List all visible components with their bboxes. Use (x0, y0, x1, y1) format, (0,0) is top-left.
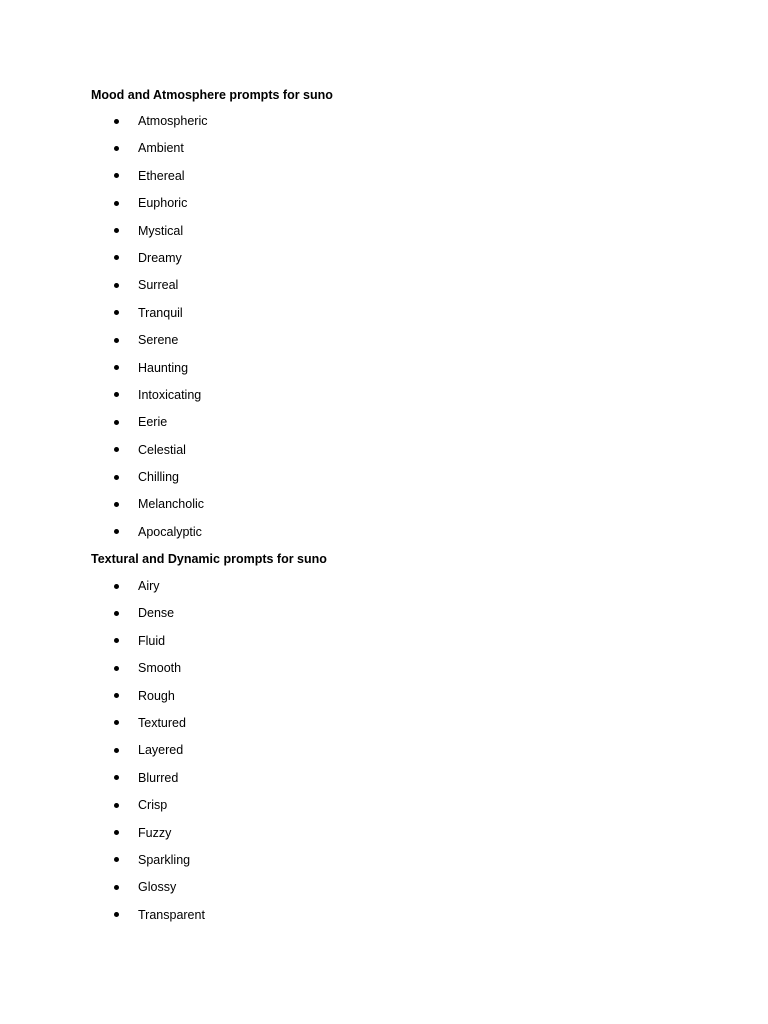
bullet-icon (114, 146, 119, 151)
list-item-text: Mystical (138, 223, 184, 238)
list-item-text: Crisp (138, 798, 168, 813)
list-item-text: Serene (138, 333, 179, 348)
list-item-text: Eerie (138, 415, 168, 430)
bullet-icon (114, 693, 119, 698)
bullet-icon (114, 748, 119, 753)
bullet-icon (114, 912, 119, 917)
list-item-text: Atmospheric (138, 114, 208, 128)
bullet-icon (114, 201, 119, 206)
list-item-text: Sparkling (138, 852, 191, 867)
bullet-icon (114, 830, 119, 835)
list-item-text: Ambient (138, 141, 184, 156)
bullet-icon (114, 420, 119, 425)
list-item-text: Chilling (138, 470, 179, 485)
bullet-icon (114, 173, 119, 178)
list-item-text: Haunting (138, 360, 189, 375)
list-item-text: Dreamy (138, 250, 182, 265)
list-item-text: Fluid (138, 633, 166, 648)
section-heading-mood-atmosphere: Mood and Atmosphere prompts for suno (91, 88, 333, 102)
bullet-icon (114, 584, 119, 589)
bullet-icon (114, 885, 119, 890)
list-item-text: Textured (138, 715, 186, 730)
bullet-icon (114, 447, 119, 452)
list-item-text: Dense (138, 606, 175, 621)
list-item-text: Celestial (138, 442, 186, 457)
bullet-icon (114, 803, 119, 808)
list-item-text: Surreal (138, 278, 179, 293)
bullet-icon (114, 119, 119, 124)
bullet-icon (114, 502, 119, 507)
bullet-icon (114, 365, 119, 370)
bullet-icon (114, 638, 119, 643)
bullet-icon (114, 255, 119, 260)
section-heading-textural-dynamic: Textural and Dynamic prompts for suno (91, 552, 327, 566)
list-item-text: Apocalyptic (138, 524, 202, 539)
list-item-text: Smooth (138, 661, 182, 676)
bullet-icon (114, 857, 119, 862)
list-item-text: Tranquil (138, 305, 183, 320)
bullet-icon (114, 392, 119, 397)
bullet-icon (114, 529, 119, 534)
list-item-text: Rough (138, 688, 175, 703)
list-item-text: Ethereal (138, 168, 185, 183)
list-item-text: Fuzzy (138, 825, 172, 840)
list-item-text: Transparent (138, 907, 205, 922)
bullet-icon (114, 611, 119, 616)
bullet-icon (114, 775, 119, 780)
bullet-icon (114, 720, 119, 725)
list-item-text: Euphoric (138, 196, 188, 211)
bullet-icon (114, 666, 119, 671)
list-item-text: Airy (138, 579, 160, 593)
bullet-icon (114, 338, 119, 343)
bullet-icon (114, 228, 119, 233)
list-item-text: Glossy (138, 880, 177, 895)
bullet-icon (114, 283, 119, 288)
bullet-icon (114, 475, 119, 480)
list-item-text: Blurred (138, 770, 179, 785)
list-item-text: Layered (138, 743, 184, 758)
list-item-text: Intoxicating (138, 387, 202, 402)
list-item-text: Melancholic (138, 497, 205, 512)
bullet-icon (114, 310, 119, 315)
